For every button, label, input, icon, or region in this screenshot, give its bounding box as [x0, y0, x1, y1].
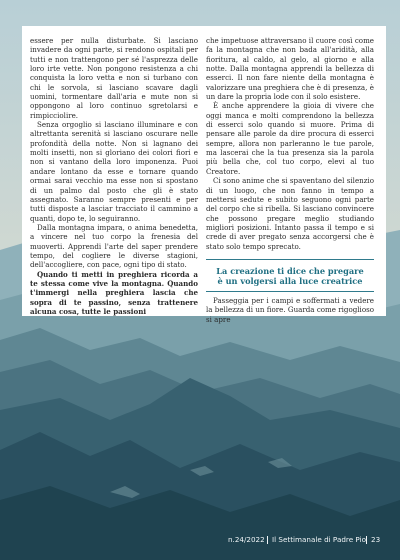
paragraph: che impetuose attraversano il cuore così come fa la montagna che non bada all'aridità, alla fioritura, al caldo, al gelo, al giorno e alla notte. Dalla montagna apprendi la bellezza di esserci. Il non fare niente della montagna è valorizzare una preghiera che è di presenza, è un dare la propria lode con il solo esistere.	[206, 36, 374, 102]
page-number: 23	[371, 535, 381, 544]
pull-quote-line: La creazione ti dice che pregare	[216, 265, 364, 276]
paragraph: Passeggia per i campi e soffermati a vedere la bellezza di un fiore. Guarda come rigoglioso si apre	[206, 295, 374, 324]
footer-divider	[267, 536, 268, 544]
paragraph: Senza orgoglio si lasciano illuminare e con altrettanta serenità si lasciano oscurare nelle profondità della notte. Non si lagnano dei molti insetti, non si gloriano dei colori fiori e non si vantano della loro imponenza. Puoi andare lontano da esse e tornare quando ormai sarai vecchio ma esse non si spostano di un palmo dal posto che gli è stato assegnato. Saranno sempre presenti e per tutti disposte a lasciar tracciato il cammino a quanti, dopo te, lo seguiranno.	[30, 120, 198, 223]
footer-divider	[366, 536, 367, 544]
pull-quote	[206, 259, 374, 292]
paragraph: essere per nulla disturbate. Si lasciano invadere da ogni parte, si rendono ospitali per tutti e non trattengono per sé l'asprezza delle loro irte vette. Non pongono resistenza a chi conquista la loro vetta e non si turbano con chi le sorvola, si lasciano scavare dagli uomini, tormentare dall'aria e mute non si oppongono al loro continuo sgretolarsi e rimpicciolire.	[30, 36, 198, 120]
left-column	[30, 36, 198, 316]
paragraph: Ci sono anime che si spaventano del silenzio di un luogo, che non fanno in tempo a mettersi sedute e subito seguono ogni parte del corpo che si ribella. Si lasciano convincere che possono pregare meglio studiando migliori posizioni. Intanto passa il tempo e si crede di aver pregato senza accorgersi che è stato solo tempo sprecato.	[206, 176, 374, 251]
issue-number: n.24/2022	[228, 535, 265, 544]
pull-quote-line: è un volgersi alla luce creatrice	[217, 275, 363, 286]
page-footer	[0, 532, 400, 548]
magazine-title: Il Settimanale di Padre Pio	[272, 535, 366, 544]
paragraph: È anche apprendere la gioia di vivere che oggi manca e molti comprendono la bellezza di esserci solo quando si muore. Prima di pensare alle parole da dire procura di esserci sempre, allora non parleranno le tue parole, ma lascerai che la tua presenza sia la parola più bella che, col tuo corpo, elevi al tuo Creatore.	[206, 101, 374, 176]
paragraph: Dalla montagna impara, o anima benedetta, a vincere nel tuo corpo la frenesia del muoverti. Apprendi l'arte del saper prendere tempo, del cogliere le diverse stagioni, dell'accogliere, con pace, ogni tipo di stato.	[30, 222, 198, 270]
paragraph: Quando ti metti in preghiera ricorda a te stessa come vive la montagna. Quando t'immergi nella preghiera lascia che sopra di te passino, senza trattenere alcuna cosa, tutte le passioni	[30, 269, 198, 316]
right-column	[206, 36, 374, 324]
article-text-panel	[22, 26, 386, 324]
